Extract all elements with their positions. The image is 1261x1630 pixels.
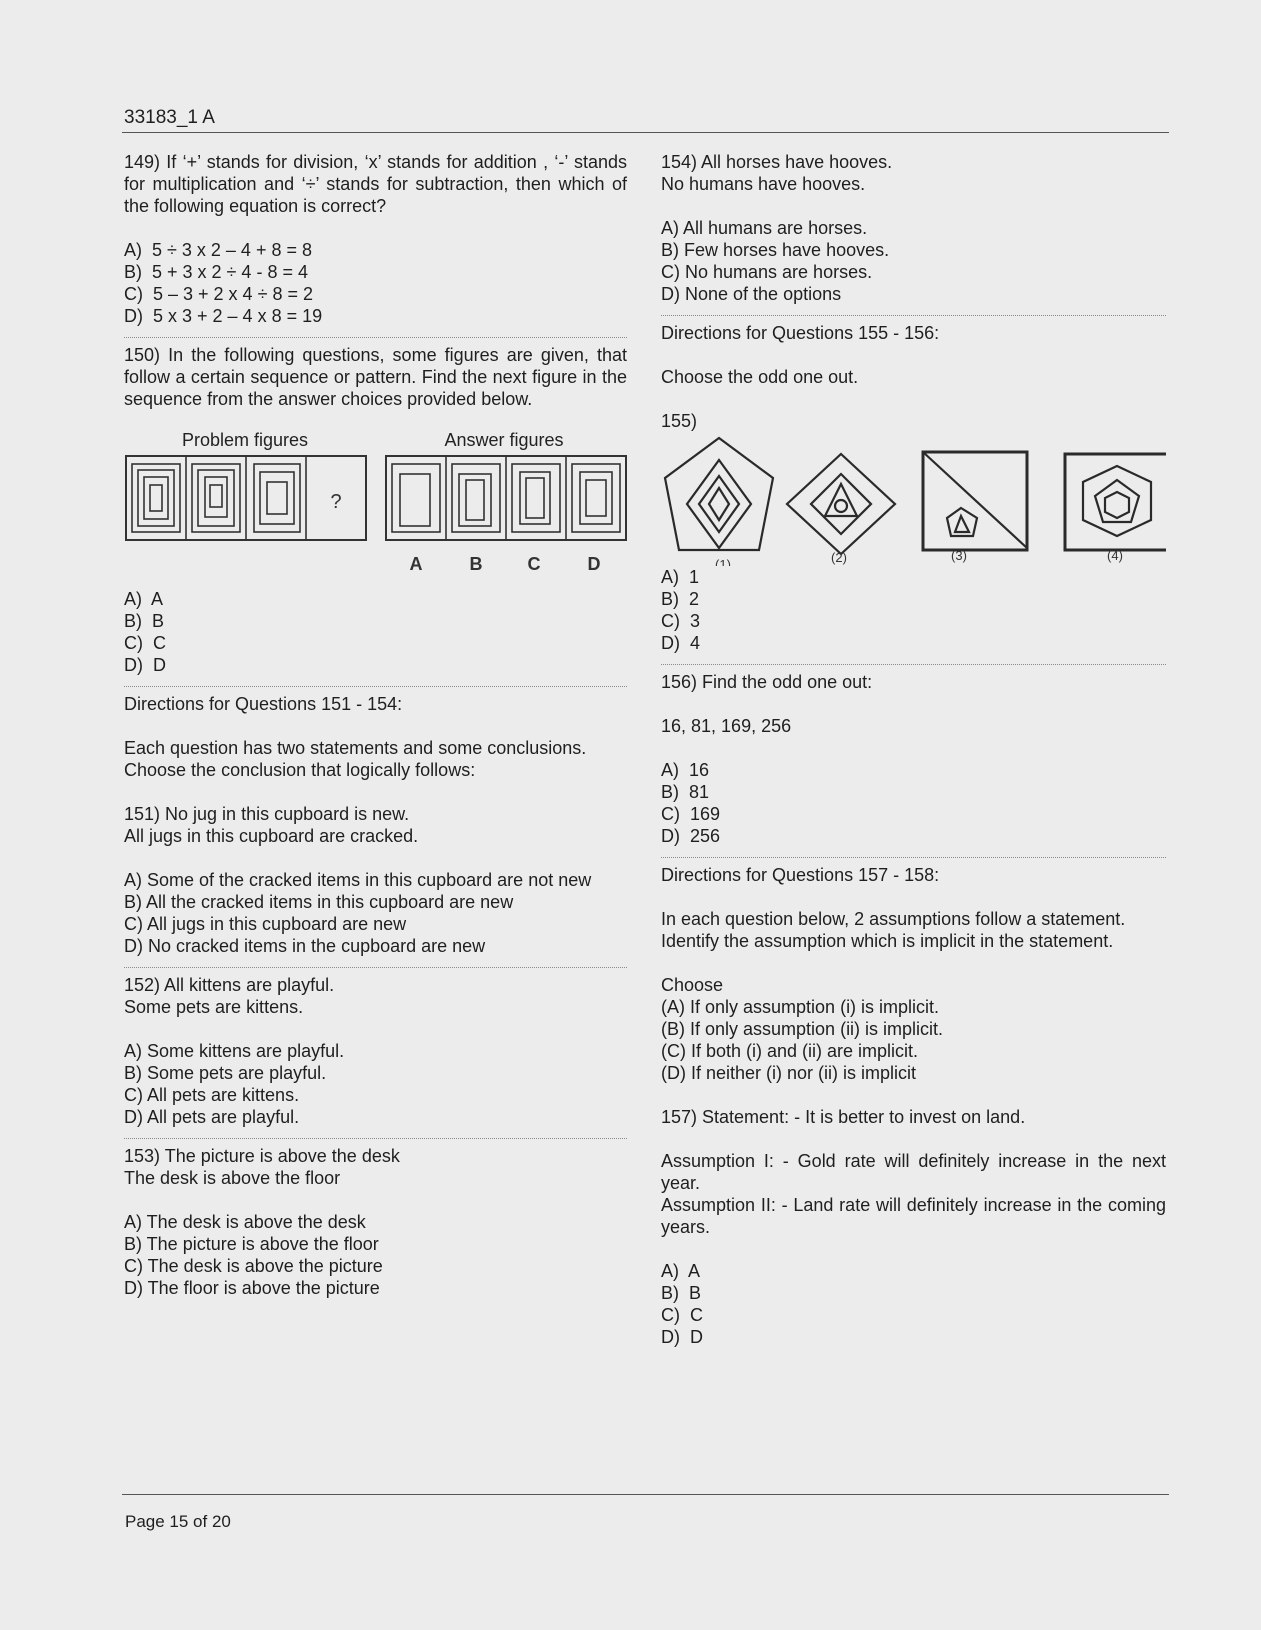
q157-option-a: A) A [661,1261,701,1281]
directions-151-text: Each question has two statements and some conclusions. Choose the conclusion that logically follows: [124,738,587,780]
q152-option-d: D) All pets are playful. [124,1107,300,1127]
q149-option-d: D) 5 x 3 + 2 – 4 x 8 = 19 [124,306,323,326]
q154-statement-2: No humans have hooves. [661,174,866,194]
q154-option-c: C) No humans are horses. [661,262,873,282]
q150-option-b: B) B [124,611,165,631]
q152-option-c: C) All pets are kittens. [124,1085,300,1105]
q157-statement: 157) Statement: - It is better to invest on land. [661,1107,1026,1127]
q157-option-c: C) C [661,1305,703,1325]
q149-option-c: C) 5 – 3 + 2 x 4 ÷ 8 = 2 [124,284,313,304]
answer-letter-b: B [469,554,483,574]
q153-option-d: D) The floor is above the picture [124,1278,380,1298]
q152-statement-1: 152) All kittens are playful. [124,975,335,995]
fig1-diamond-inner [709,488,729,520]
q152-option-b: B) Some pets are playful. [124,1063,327,1083]
q151-option-a: A) Some of the cracked items in this cupboard are not new [124,870,592,890]
q150-text: 150) In the following questions, some figures are given, that follow a certain sequence or pattern. Find the next figure in the sequence from the answer choices provided below. [124,345,627,409]
q157-assumption-1: Assumption I: - Gold rate will definitely increase in the next year. [661,1151,1166,1193]
q153-statement-2: The desk is above the floor [124,1168,341,1188]
q150-option-a: A) A [124,589,164,609]
fig1-diamond-mid [699,476,739,532]
answer-letter-a: A [409,554,423,574]
fig4-label: (4) [1107,548,1123,563]
q155-option-d: D) 4 [661,633,701,653]
problem-figures-label: Problem figures [181,430,309,450]
q150-figure [124,410,627,588]
directions-157-title: Directions for Questions 157 - 158: [661,865,940,885]
q155-option-c: C) 3 [661,611,701,631]
q153-option-a: A) The desk is above the desk [124,1212,366,1232]
choice-b: (B) If only assumption (ii) is implicit. [661,1019,944,1039]
answer-figures-label: Answer figures [444,430,564,450]
separator [661,664,1166,665]
q154-statement-1: 154) All horses have hooves. [661,152,893,172]
fig4-pentagon [1095,480,1139,522]
choice-c: (C) If both (i) and (ii) are implicit. [661,1041,919,1061]
directions-155-title: Directions for Questions 155 - 156: [661,323,940,343]
q151-option-d: D) No cracked items in the cupboard are new [124,936,486,956]
q149-text: 149) If ‘+’ stands for division, ‘x’ stands for addition , ‘-’ stands for multiplication and ‘÷’ stands for subtraction, then which of the following equation is correct? [124,152,627,216]
q155-figures [661,432,1166,566]
separator [124,337,627,338]
separator [124,1138,627,1139]
page-number: Page 15 of 20 [125,1512,231,1531]
separator [124,967,627,968]
q157-option-d: D) D [661,1327,703,1347]
q156-option-c: C) 169 [661,804,721,824]
directions-155-text: Choose the odd one out. [661,367,859,387]
left-column [124,151,627,1299]
q151-statement-2: All jugs in this cupboard are cracked. [124,826,419,846]
q149-option-a: A) 5 ÷ 3 x 2 – 4 + 8 = 8 [124,240,312,260]
q154-option-a: A) All humans are horses. [661,218,868,238]
q156-option-d: D) 256 [661,826,721,846]
fig2-label: (2) [831,550,847,565]
fig3-label: (3) [951,548,967,563]
choice-a: (A) If only assumption (i) is implicit. [661,997,940,1017]
q155-option-b: B) 2 [661,589,700,609]
header-rule [122,132,1169,133]
q155-figures-svg [661,432,1166,566]
q153-option-b: B) The picture is above the floor [124,1234,379,1254]
q157-option-b: B) B [661,1283,702,1303]
fig2-outer-diamond [787,454,895,554]
paper-code: 33183_1 A [124,107,215,128]
directions-157-text: In each question below, 2 assumptions follow a statement. Identify the assumption which is implicit in the statement. [661,909,1126,951]
q153-statement-1: 153) The picture is above the desk [124,1146,400,1166]
fig1-diamond-outer [687,460,751,548]
footer-rule [122,1494,1169,1495]
fig1-label: (1) [715,557,731,566]
answer-letter-c: C [527,554,541,574]
q153-option-c: C) The desk is above the picture [124,1256,383,1276]
q150-figure-svg [124,410,627,588]
q154-option-b: B) Few horses have hooves. [661,240,890,260]
directions-157-choose: Choose [661,975,724,995]
q157-assumption-2: Assumption II: - Land rate will definitely increase in the coming years. [661,1195,1166,1237]
fig3-triangle [955,516,969,532]
question-mark: ? [330,491,342,513]
q156-text: 156) Find the odd one out: [661,672,873,692]
q151-statement-1: 151) No jug in this cupboard is new. [124,804,410,824]
q152-option-a: A) Some kittens are playful. [124,1041,345,1061]
q149-option-b: B) 5 + 3 x 2 ÷ 4 - 8 = 4 [124,262,308,282]
choice-d: (D) If neither (i) nor (ii) is implicit [661,1063,917,1083]
q151-option-b: B) All the cracked items in this cupboard are new [124,892,514,912]
fig2-circle [835,500,847,512]
q152-statement-2: Some pets are kittens. [124,997,304,1017]
fig4-hexagon-inner [1105,492,1129,518]
q150-option-d: D) D [124,655,166,675]
separator [124,686,627,687]
right-column [661,151,1166,1348]
q156-series: 16, 81, 169, 256 [661,716,792,736]
answer-figures [386,456,626,540]
fig4-hexagon-outer [1083,466,1151,536]
fig3-diagonal [923,452,1027,548]
separator [661,315,1166,316]
separator [661,857,1166,858]
q155-option-a: A) 1 [661,567,700,587]
q150-option-c: C) C [124,633,166,653]
q156-option-a: A) 16 [661,760,710,780]
directions-151-title: Directions for Questions 151 - 154: [124,694,403,714]
q154-option-d: D) None of the options [661,284,842,304]
q155-label: 155) [661,411,698,431]
q151-option-c: C) All jugs in this cupboard are new [124,914,407,934]
answer-letter-d: D [587,554,601,574]
q156-option-b: B) 81 [661,782,710,802]
